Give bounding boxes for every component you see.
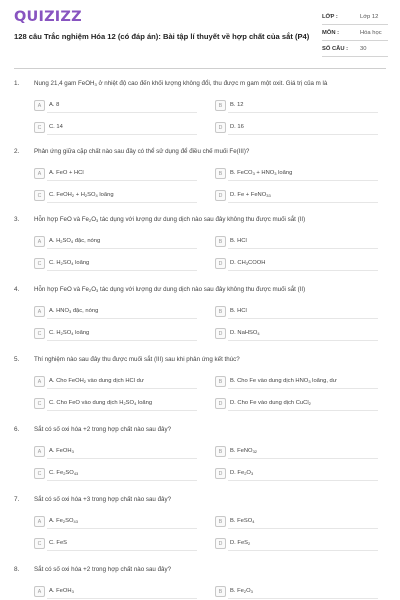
- answer-option[interactable]: [34, 168, 202, 180]
- answer-option[interactable]: [34, 586, 202, 598]
- option-text: D. FeS$_2$: [230, 540, 251, 546]
- answer-option[interactable]: [215, 376, 383, 388]
- option-text: B. HCl: [230, 308, 247, 314]
- option-text: A. FeO + HCl: [49, 170, 84, 176]
- meta-count-label: SỐ CÂU :: [322, 46, 349, 52]
- worksheet-title: 128 câu Trắc nghiệm Hóa 12 (có đáp án): Bài tập lí thuyết về hợp chất của sắt (P4): [14, 32, 310, 41]
- option-text: D. $CH_3COOH$: [230, 260, 266, 266]
- option-letter-badge: D: [215, 398, 226, 409]
- answer-option[interactable]: [215, 306, 383, 318]
- meta-grade-label: LỚP :: [322, 14, 338, 20]
- option-underline: [47, 340, 197, 341]
- answer-option[interactable]: [215, 168, 383, 180]
- header-divider: [14, 68, 386, 69]
- answer-option[interactable]: [34, 122, 202, 134]
- answer-option[interactable]: [215, 538, 383, 550]
- option-underline: [47, 458, 197, 459]
- question-number: 1.: [14, 80, 20, 87]
- option-letter-badge: A: [34, 100, 45, 111]
- option-letter-badge: A: [34, 168, 45, 179]
- question-number: 6.: [14, 426, 20, 433]
- option-text: C. $H_2SO_4$ loãng: [49, 330, 90, 336]
- question-number: 4.: [14, 286, 20, 293]
- option-text: A. $Fe_2SO_{43}$: [49, 518, 78, 524]
- option-underline: [47, 598, 197, 599]
- option-underline: [228, 112, 378, 113]
- answer-option[interactable]: [34, 190, 202, 202]
- answer-option[interactable]: [215, 446, 383, 458]
- option-letter-badge: C: [34, 538, 45, 549]
- option-text: C. 14: [49, 124, 63, 130]
- option-letter-badge: B: [215, 376, 226, 387]
- option-underline: [47, 248, 197, 249]
- option-underline: [228, 270, 378, 271]
- option-text: A. 8: [49, 102, 60, 108]
- option-underline: [228, 248, 378, 249]
- option-letter-badge: D: [215, 538, 226, 549]
- answer-option[interactable]: [215, 586, 383, 598]
- option-underline: [228, 180, 378, 181]
- question-text: Hỗn hợp FeO và $Fe_2O_3$ tác dụng với lượng dư dung dịch nào sau đây không thu được muối sắt (II): [34, 216, 306, 223]
- option-text: C. FeS: [49, 540, 68, 546]
- option-underline: [228, 550, 378, 551]
- meta-grade-value: Lớp 12: [360, 14, 379, 20]
- answer-option[interactable]: [34, 236, 202, 248]
- option-letter-badge: A: [34, 236, 45, 247]
- option-letter-badge: B: [215, 100, 226, 111]
- question-number: 8.: [14, 566, 20, 573]
- option-text: A. FeOH$_3$: [49, 448, 74, 454]
- option-letter-badge: B: [215, 168, 226, 179]
- answer-option[interactable]: [34, 538, 202, 550]
- option-letter-badge: B: [215, 586, 226, 597]
- option-text: D. Cho Fe vào dung dịch CuCl$_2$: [230, 400, 311, 406]
- question-text: Sắt có số oxi hóa +3 trong hợp chất nào sau đây?: [34, 496, 172, 503]
- option-letter-badge: D: [215, 122, 226, 133]
- option-letter-badge: C: [34, 328, 45, 339]
- question-text: Hỗn hợp FeO và $Fe_2O_3$ tác dụng với lượng dư dung dịch nào sau đây không thu được muối sắt (II): [34, 286, 306, 293]
- option-underline: [228, 528, 378, 529]
- option-underline: [228, 458, 378, 459]
- option-text: B. Cho Fe vào dung dịch $HNO_3$ loãng, dư: [230, 378, 337, 384]
- answer-option[interactable]: [215, 122, 383, 134]
- option-letter-badge: A: [34, 446, 45, 457]
- option-underline: [228, 480, 378, 481]
- question-number: 5.: [14, 356, 20, 363]
- option-text: B. FeCO$_3$ + $HNO_3$ loãng: [230, 170, 293, 176]
- option-text: A. Cho FeOH$_2$ vào dung dịch HCl dư: [49, 378, 144, 384]
- meta-count-value: 30: [360, 46, 367, 52]
- question-text: Sắt có số oxi hóa +2 trong hợp chất nào sau đây?: [34, 566, 172, 573]
- question-text: Nung 21,4 gam FeOH$_3$ ở nhiệt độ cao đến khối lượng không đổi, thu được m gam một oxit. Giá trị của m là: [34, 80, 328, 87]
- option-letter-badge: C: [34, 190, 45, 201]
- answer-option[interactable]: [215, 100, 383, 112]
- option-text: A. FeOH$_3$: [49, 588, 74, 594]
- option-text: D. $Fe_2O_3$: [230, 470, 254, 476]
- option-letter-badge: D: [215, 190, 226, 201]
- option-underline: [47, 112, 197, 113]
- answer-option[interactable]: [34, 258, 202, 270]
- question-number: 7.: [14, 496, 20, 503]
- option-letter-badge: A: [34, 306, 45, 317]
- option-letter-badge: B: [215, 306, 226, 317]
- option-underline: [228, 202, 378, 203]
- option-text: A. $H_2SO_4$ đặc, nóng: [49, 238, 101, 244]
- option-letter-badge: C: [34, 258, 45, 269]
- option-letter-badge: C: [34, 122, 45, 133]
- answer-option[interactable]: [34, 328, 202, 340]
- option-text: C. FeOH$_2$ + $H_2SO_4$ loãng: [49, 192, 114, 198]
- option-text: C. $Fe_2SO_{43}$: [49, 470, 79, 476]
- quizizz-logo: QUIZIZZ: [14, 9, 82, 25]
- option-letter-badge: B: [215, 516, 226, 527]
- option-underline: [47, 550, 197, 551]
- answer-option[interactable]: [215, 190, 383, 202]
- answer-option[interactable]: [34, 398, 202, 410]
- option-underline: [228, 388, 378, 389]
- option-letter-badge: B: [215, 236, 226, 247]
- answer-option[interactable]: [215, 258, 383, 270]
- option-underline: [47, 134, 197, 135]
- option-text: D. Fe + FeNO$_{33}$: [230, 192, 271, 198]
- option-underline: [47, 202, 197, 203]
- option-text: B. $Fe_2O_3$: [230, 588, 253, 594]
- option-letter-badge: A: [34, 376, 45, 387]
- option-underline: [228, 598, 378, 599]
- option-text: B. FeSO$_4$: [230, 518, 255, 524]
- answer-option[interactable]: [34, 376, 202, 388]
- option-letter-badge: D: [215, 468, 226, 479]
- option-underline: [228, 134, 378, 135]
- option-letter-badge: D: [215, 328, 226, 339]
- question-text: Thí nghiệm nào sau đây thu được muối sắt (III) sau khi phản ứng kết thúc?: [34, 356, 240, 363]
- question-number: 3.: [14, 216, 20, 223]
- option-text: B. FeNO$_{32}$: [230, 448, 258, 454]
- option-text: A. $HNO_3$ đặc, nóng: [49, 308, 99, 314]
- option-letter-badge: C: [34, 398, 45, 409]
- option-underline: [228, 340, 378, 341]
- option-underline: [47, 318, 197, 319]
- option-underline: [47, 480, 197, 481]
- option-text: C. Cho FeO vào dung dịch $H_2SO_4$ loãng: [49, 400, 153, 406]
- meta-subject-value: Hóa học: [360, 30, 382, 36]
- option-letter-badge: A: [34, 586, 45, 597]
- option-underline: [47, 410, 197, 411]
- option-text: D. 16: [230, 124, 244, 130]
- option-text: B. 12: [230, 102, 244, 108]
- answer-option[interactable]: [215, 468, 383, 480]
- option-underline: [47, 528, 197, 529]
- option-underline: [47, 388, 197, 389]
- option-letter-badge: A: [34, 516, 45, 527]
- option-underline: [228, 318, 378, 319]
- option-letter-badge: B: [215, 446, 226, 457]
- worksheet-header: [0, 0, 400, 68]
- option-underline: [228, 410, 378, 411]
- option-text: C. $H_2SO_4$ loãng: [49, 260, 90, 266]
- answer-option[interactable]: [215, 398, 383, 410]
- option-letter-badge: D: [215, 258, 226, 269]
- option-text: B. HCl: [230, 238, 247, 244]
- answer-option[interactable]: [34, 516, 202, 528]
- meta-subject-label: MÔN :: [322, 30, 340, 36]
- question-text: Phản ứng giữa cặp chất nào sau đây có thể sử dụng để điều chế muối Fe(III)?: [34, 148, 250, 155]
- answer-option[interactable]: [34, 100, 202, 112]
- question-text: Sắt có số oxi hóa +2 trong hợp chất nào sau đây?: [34, 426, 172, 433]
- answer-option[interactable]: [215, 516, 383, 528]
- option-letter-badge: C: [34, 468, 45, 479]
- answer-option[interactable]: [215, 236, 383, 248]
- answer-option[interactable]: [34, 446, 202, 458]
- option-underline: [47, 270, 197, 271]
- option-text: D. NaHSO$_4$: [230, 330, 260, 336]
- answer-option[interactable]: [215, 328, 383, 340]
- option-underline: [47, 180, 197, 181]
- question-number: 2.: [14, 148, 20, 155]
- answer-option[interactable]: [34, 306, 202, 318]
- answer-option[interactable]: [34, 468, 202, 480]
